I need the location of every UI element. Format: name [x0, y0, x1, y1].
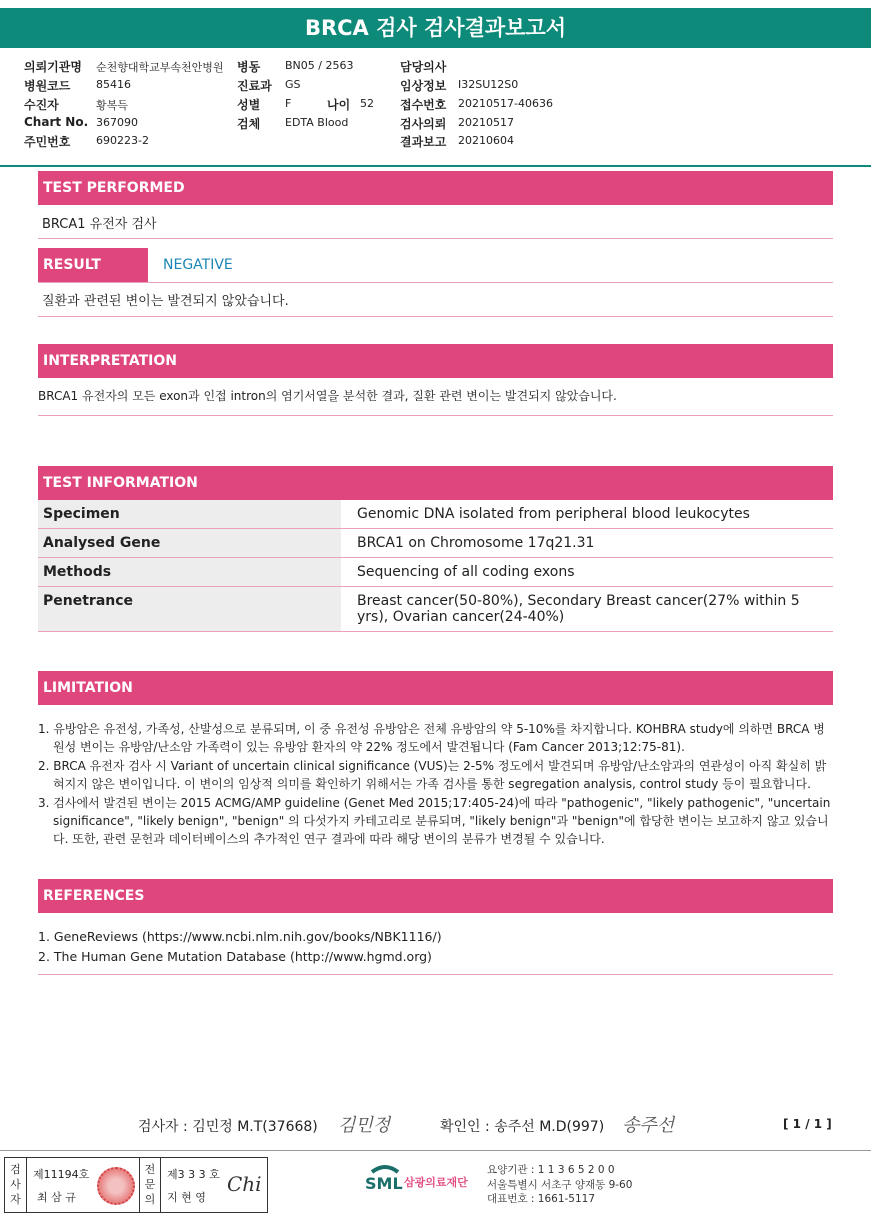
divider — [38, 238, 833, 239]
dept-value: GS — [285, 78, 301, 91]
interpretation-text: BRCA1 유전자의 모든 exon과 인접 intron의 염기서열을 분석한 결과, 질환 관련 변이는 발견되지 않았습니다. — [38, 389, 617, 403]
list-item: 2. BRCA 유전자 검사 시 Variant of uncertain clinical significance (VUS)는 2-5% 정도에서 발견되며 유방암/난소암과의 연관성이 아직 확실히 밝혀지지 않은 변이입니다. 이 변이의 임상적 의미를 확인하기 위해서는 가족 검사를 통한 segregation analysis, control study 등이 필요합니다. — [38, 759, 827, 791]
limitation-header: LIMITATION — [38, 671, 833, 705]
table-row — [38, 587, 833, 632]
specialist-vertical-label: 전 문 의 — [139, 1158, 161, 1212]
report-title: BRCA 검사 검사결과보고서 — [0, 8, 871, 48]
limitation-list — [38, 720, 833, 849]
test-information-table — [38, 500, 833, 632]
ward-label: 병동 — [237, 60, 261, 74]
tester-license: 제11194호 — [33, 1168, 90, 1181]
info-divider — [0, 165, 871, 167]
institution-value: 순천향대학교부속천안병원 — [96, 61, 224, 74]
page-number: [ 1 / 1 ] — [783, 1117, 832, 1131]
request-value: 20210517 — [458, 116, 514, 129]
patient-label: 수진자 — [24, 98, 59, 112]
row-key: Analysed Gene — [38, 529, 341, 558]
divider — [38, 282, 833, 283]
divider — [38, 316, 833, 317]
divider — [38, 974, 833, 975]
care-institution: 요양기관 : 1 1 3 6 5 2 0 0 — [487, 1164, 615, 1176]
footer-divider — [0, 1150, 871, 1151]
references-header: REFERENCES — [38, 879, 833, 913]
receipt-value: 20210517-40636 — [458, 97, 553, 110]
row-key: Methods — [38, 558, 341, 587]
resident-label: 주민번호 — [24, 135, 71, 149]
specialist-stamp-name: 지 현 영 — [167, 1191, 206, 1204]
row-key: Penetrance — [38, 587, 341, 632]
patient-value: 황복득 — [96, 99, 128, 112]
result-value: NEGATIVE — [163, 257, 233, 273]
footer-address — [487, 1163, 632, 1207]
list-item: 1. GeneReviews (https://www.ncbi.nlm.nih.gov/books/NBK1116/) — [38, 929, 442, 944]
hospital-code-label: 병원코드 — [24, 79, 71, 93]
request-label: 검사의뢰 — [400, 117, 447, 131]
test-performed-header: TEST PERFORMED — [38, 171, 833, 205]
phone-line: 대표번호 : 1661-5117 — [487, 1193, 596, 1205]
age-value: 52 — [360, 97, 374, 110]
resident-value: 690223-2 — [96, 134, 149, 147]
row-value: Breast cancer(50-80%), Secondary Breast cancer(27% within 5 yrs), Ovarian cancer(24-40%) — [341, 587, 833, 632]
list-item: 2. The Human Gene Mutation Database (http://www.hgmd.org) — [38, 949, 432, 964]
receipt-label: 접수번호 — [400, 98, 447, 112]
report-label: 결과보고 — [400, 135, 447, 149]
row-value: Sequencing of all coding exons — [341, 558, 833, 587]
sex-label: 성별 — [237, 98, 261, 112]
chart-label: Chart No. — [24, 115, 89, 129]
hospital-code-value: 85416 — [96, 78, 131, 91]
confirmer-name: 확인인 : 송주선 M.D(997) — [440, 1119, 605, 1135]
ward-value: BN05 / 2563 — [285, 59, 354, 72]
institution-label: 의뢰기관명 — [24, 60, 82, 74]
clinical-label: 임상정보 — [400, 79, 447, 93]
row-value: Genomic DNA isolated from peripheral blood leukocytes — [341, 500, 833, 529]
table-row — [38, 529, 833, 558]
chart-value: 367090 — [96, 116, 138, 129]
address-line: 서울특별시 서초구 양재동 9-60 — [487, 1178, 633, 1191]
test-performed-value: BRCA1 유전자 검사 — [42, 217, 157, 232]
dept-label: 진료과 — [237, 79, 272, 93]
confirmer-signature: 송주선 — [622, 1115, 675, 1136]
clinical-value: I32SU12S0 — [458, 78, 519, 91]
divider — [38, 415, 833, 416]
official-seal-icon — [97, 1167, 135, 1205]
test-information-header: TEST INFORMATION — [38, 466, 833, 500]
list-item: 1. 유방암은 유전성, 가족성, 산발성으로 분류되며, 이 중 유전성 유방암은 전체 유방암의 약 5-10%를 차지합니다. KOHBRA study에 의하면 BRCA 병원성 변이는 유방암/난소암 가족력이 있는 유방암 환자의 약 22% 정도에서 발견됩니다 (Fam Cancer 2013;12:75-81). — [38, 722, 825, 754]
specialist-signature: Chi — [227, 1172, 262, 1196]
specimen-value: EDTA Blood — [285, 116, 349, 129]
tester-name: 검사자 : 김민정 M.T(37668) — [138, 1119, 318, 1135]
tester-stamp-name: 최 삼 규 — [37, 1191, 76, 1204]
doctor-label: 담당의사 — [400, 60, 447, 74]
sex-value: F — [285, 97, 292, 110]
sml-brand: SML — [365, 1174, 403, 1193]
org-name: 삼광의료재단 — [404, 1176, 468, 1189]
report-value: 20210604 — [458, 134, 514, 147]
table-row — [38, 558, 833, 587]
table-row — [38, 500, 833, 529]
specimen-label: 검체 — [237, 117, 261, 131]
tester-signature: 김민정 — [338, 1115, 391, 1136]
row-value: BRCA1 on Chromosome 17q21.31 — [341, 529, 833, 558]
specialist-license: 제3 3 3 호 — [167, 1168, 220, 1181]
result-label: RESULT — [38, 248, 148, 282]
result-description: 질환과 관련된 변이는 발견되지 않았습니다. — [42, 294, 289, 309]
references-list — [38, 927, 833, 967]
list-item: 3. 검사에서 발견된 변이는 2015 ACMG/AMP guideline (Genet Med 2015;17:405-24)에 따라 "pathogenic", "likely pathogenic", "uncertain significance", "likely benign", "benign" 의 다섯가지 카테고리로 분류되며, "likely benign"과 "benign"에 합당한 변이는 보고하지 않고 있습니다. 또한, 관련 문헌과 데이터베이스의 추가적인 연구 결과에 따라 해당 변이의 분류가 변경될 수 있습니다. — [38, 796, 831, 846]
tester-vertical-label: 검 사 자 — [5, 1158, 27, 1212]
stamp-box — [4, 1157, 268, 1213]
interpretation-header: INTERPRETATION — [38, 344, 833, 378]
age-label: 나이 — [327, 98, 351, 112]
row-key: Specimen — [38, 500, 341, 529]
